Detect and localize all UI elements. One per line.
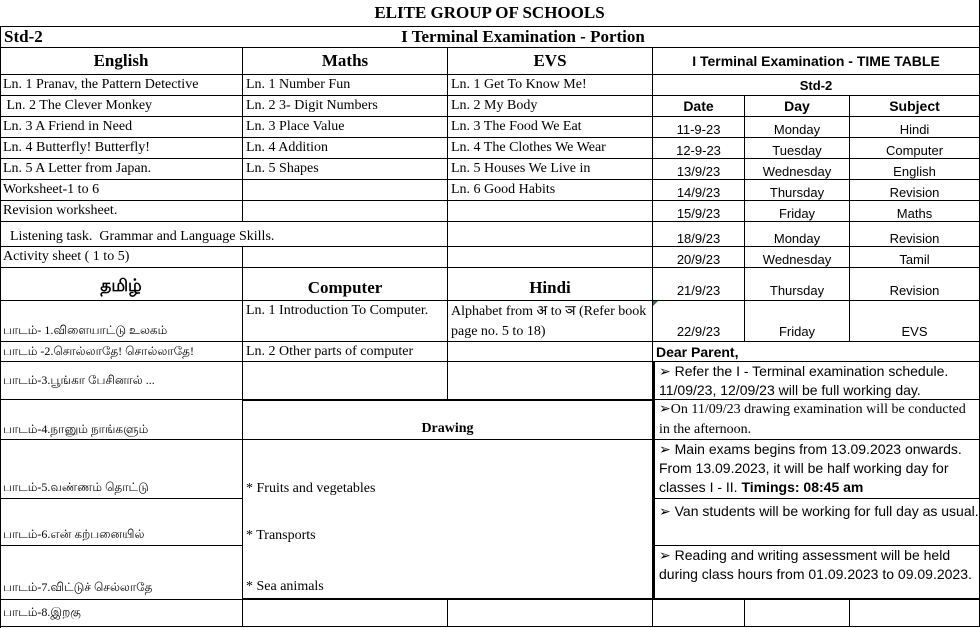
notes-item-text: On 11/09/23 drawing examination will be conducted in the afternoon. [659, 402, 966, 437]
timetable-date: 20/9/23 [653, 247, 745, 268]
english-item: Ln. 1 Pranav, the Pattern Detective [0, 75, 243, 96]
timetable-day: Thursday [745, 180, 850, 201]
notes-greeting: Dear Parent, [653, 342, 980, 362]
timetable-subject: Revision [850, 222, 980, 247]
tamil-item: பாடம்-6.என் கற்பனையில் [0, 499, 243, 546]
computer-item: Ln. 2 Other parts of computer [243, 342, 448, 362]
notes-item [653, 546, 980, 600]
empty-cell [448, 362, 653, 400]
timetable-subject: Revision [850, 180, 980, 201]
english-header: English [0, 48, 243, 75]
timetable-subject: Maths [850, 201, 980, 222]
evs-item: Ln. 3 The Food We Eat [448, 117, 653, 138]
evs-item: Ln. 5 Houses We Live in [448, 159, 653, 180]
maths-item: Ln. 3 Place Value [243, 117, 448, 138]
empty-cell [653, 600, 745, 627]
portion-title: I Terminal Examination - Portion [401, 27, 645, 46]
tamil-header: தமிழ் [0, 268, 243, 301]
empty-cell [448, 342, 653, 362]
evs-item: Ln. 4 The Clothes We Wear [448, 138, 653, 159]
notes-item [653, 440, 980, 499]
maths-item: Ln. 4 Addition [243, 138, 448, 159]
timetable-day: Thursday [745, 268, 850, 301]
empty-cell [243, 600, 448, 627]
tamil-item: பாடம்- 1.விளையாட்டு உலகம் [0, 301, 243, 342]
timetable-date: 13/9/23 [653, 159, 745, 180]
english-item: Ln. 3 A Friend in Need [0, 117, 243, 138]
arrow-bullet-icon: ➢ [659, 441, 671, 457]
hindi-header: Hindi [448, 268, 653, 301]
empty-cell [448, 247, 653, 268]
english-item: Activity sheet ( 1 to 5) [0, 247, 243, 268]
empty-cell [850, 600, 980, 627]
drawing-header: Drawing [243, 400, 653, 440]
tamil-item: பாடம்-4.நானும் நாங்களும் [0, 400, 243, 440]
timetable-day: Friday [745, 201, 850, 222]
english-item: Ln. 4 Butterfly! Butterfly! [0, 138, 243, 159]
english-item: Revision worksheet. [0, 201, 243, 222]
timetable-header-date: Date [653, 96, 745, 117]
notes-item-text: Van students will be working for full day as usual. [670, 503, 979, 519]
tamil-item: பாடம்-8.இறகு [0, 600, 243, 627]
notes-item-text: Main exams begins from 13.09.2023 onwards. From 13.09.2023, it will be half working day for classes I - II. [659, 441, 962, 495]
timetable-header-day: Day [745, 96, 850, 117]
drawing-item: * Transports [243, 499, 653, 546]
empty-cell [448, 201, 653, 222]
evs-header: EVS [448, 48, 653, 75]
notes-item [653, 499, 980, 546]
notes-item-text: Refer the I - Terminal examination schedule. 11/09/23, 12/09/23 will be full working day. [659, 363, 949, 398]
timetable-day: Wednesday [745, 247, 850, 268]
std-label: Std-2 [4, 27, 43, 46]
timetable-date: 18/9/23 [653, 222, 745, 247]
timetable-title: I Terminal Examination - TIME TABLE [653, 48, 980, 75]
cell-comment-marker [653, 301, 658, 306]
timetable-date: 11-9-23 [653, 117, 745, 138]
notes-timings: Timings: 08:45 am [741, 479, 864, 495]
tamil-item: பாடம்-5.வண்ணம் தொட்டு [0, 440, 243, 499]
timetable-day: Tuesday [745, 138, 850, 159]
arrow-bullet-icon: ➢ [659, 402, 671, 417]
timetable-date: 15/9/23 [653, 201, 745, 222]
timetable-day: Wednesday [745, 159, 850, 180]
english-item: Worksheet-1 to 6 [0, 180, 243, 201]
evs-item: Ln. 6 Good Habits [448, 180, 653, 201]
timetable-day: Monday [745, 117, 850, 138]
arrow-bullet-icon: ➢ [659, 547, 671, 563]
maths-item: Ln. 1 Number Fun [243, 75, 448, 96]
empty-cell [243, 201, 448, 222]
timetable-subject: Hindi [850, 117, 980, 138]
notes-item [653, 400, 980, 440]
english-item: Ln. 5 A Letter from Japan. [0, 159, 243, 180]
tamil-item: பாடம்-3.பூங்கா பேசினால் ... [0, 362, 243, 400]
drawing-item: * Sea animals [243, 546, 653, 600]
timetable-day: Monday [745, 222, 850, 247]
empty-cell [243, 180, 448, 201]
left-border [0, 27, 1, 628]
tamil-item: பாடம் -2.சொல்லாதே! சொல்லாதே! [0, 342, 243, 362]
arrow-bullet-icon: ➢ [659, 503, 671, 519]
evs-item: Ln. 2 My Body [448, 96, 653, 117]
arrow-bullet-icon: ➢ [659, 363, 671, 379]
english-item: Listening task. Grammar and Language Skills. [0, 222, 448, 247]
timetable-date: 22/9/23 [653, 301, 745, 342]
timetable-day: Friday [745, 301, 850, 342]
evs-item: Ln. 1 Get To Know Me! [448, 75, 653, 96]
maths-item: Ln. 2 3- Digit Numbers [243, 96, 448, 117]
timetable-date: 12-9-23 [653, 138, 745, 159]
timetable-date: 14/9/23 [653, 180, 745, 201]
empty-cell [448, 222, 653, 247]
empty-cell [745, 600, 850, 627]
timetable-subject: Tamil [850, 247, 980, 268]
tamil-item: பாடம்-7.விட்டுச் செல்லாதே [0, 546, 243, 600]
timetable-date: 21/9/23 [653, 268, 745, 301]
computer-item: Ln. 1 Introduction To Computer. [243, 301, 448, 342]
computer-header: Computer [243, 268, 448, 301]
timetable-subject: Revision [850, 268, 980, 301]
hindi-item: Alphabet from अ to ञ (Refer book page no. 5 to 18) [448, 301, 653, 342]
empty-cell [243, 247, 448, 268]
notes-item-text: Reading and writing assessment will be held during class hours from 01.09.2023 to 09.09.2023. [659, 547, 972, 582]
maths-item: Ln. 5 Shapes [243, 159, 448, 180]
english-item: Ln. 2 The Clever Monkey [0, 96, 243, 117]
timetable-header-subject: Subject [850, 96, 980, 117]
timetable-subject: EVS [850, 301, 980, 342]
empty-cell [243, 362, 448, 400]
school-title: ELITE GROUP OF SCHOOLS [0, 0, 980, 27]
maths-header: Maths [243, 48, 448, 75]
notes-item [653, 362, 980, 400]
timetable-subject: Computer [850, 138, 980, 159]
timetable-subject: English [850, 159, 980, 180]
drawing-item: * Fruits and vegetables [243, 440, 653, 499]
timetable-std: Std-2 [653, 75, 980, 96]
portion-header-row [0, 27, 980, 48]
empty-cell [448, 600, 653, 627]
